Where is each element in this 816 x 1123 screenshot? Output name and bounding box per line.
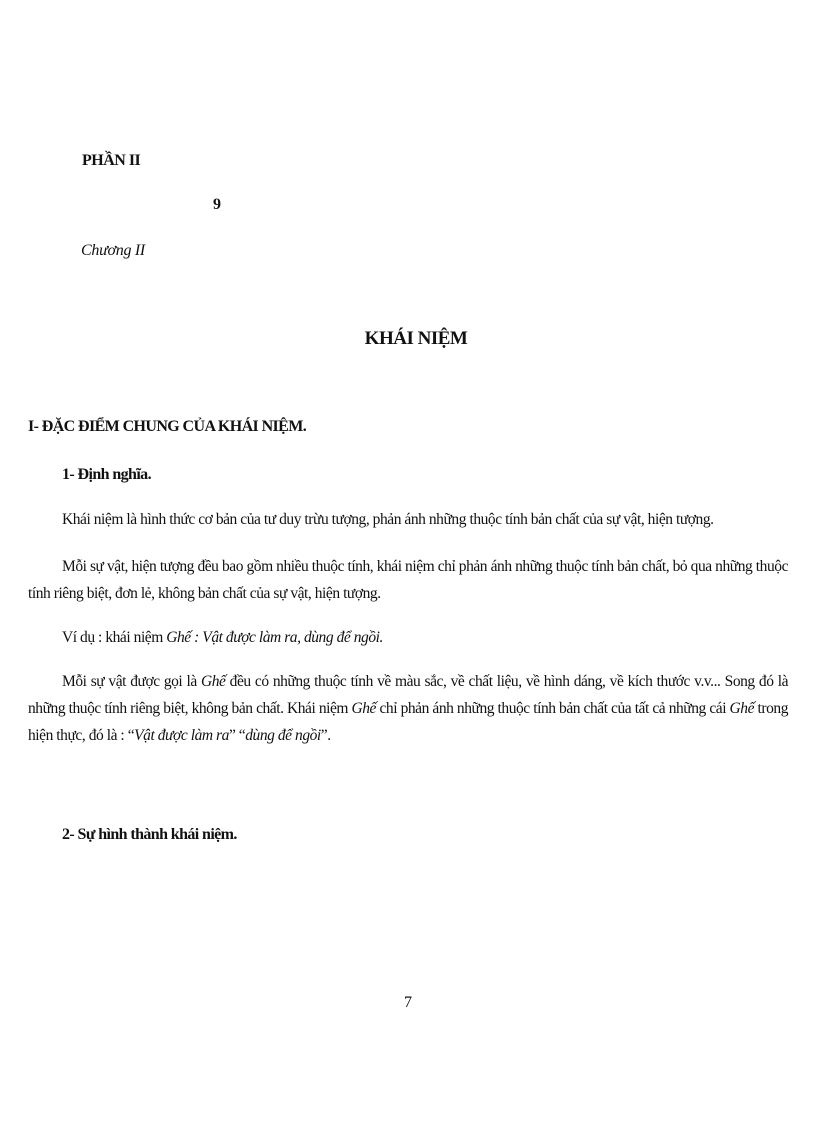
chapter-title	[0, 328, 816, 350]
paragraph-explanation	[28, 668, 788, 749]
text-run: ”.	[320, 727, 331, 744]
text-run-italic: Ghế	[200, 673, 226, 690]
text-run: trong hiện thực, đó là : “	[28, 700, 788, 744]
page-number-text: 7	[404, 994, 412, 1011]
example-prefix: Ví dụ : khái niệm	[62, 629, 167, 646]
page-number	[0, 994, 816, 1012]
example-italic: Ghế : Vật được làm ra, dùng để ngồi.	[166, 629, 383, 646]
text-run: Mỗi sự vật được gọi là	[62, 673, 201, 690]
text-run: đều có những thuộc tính về màu sắc, về chất liệu, về hình dáng, về kích thước v.v... Song đó là những thuộc tính riêng biệt, không bản chất. Khái niệm	[28, 673, 789, 717]
text-run-italic: Ghế	[351, 700, 376, 717]
paragraph-definition: Khái niệm là hình thức cơ bản của tư duy trừu tượng, phản ánh những thuộc tính bản chất của sự vật, hiện tượng.	[62, 511, 714, 528]
chapter-title-text: KHÁI NIỆM	[364, 328, 468, 349]
text-run-italic: Ghế	[729, 700, 755, 717]
paragraph-attributes: Mỗi sự vật, hiện tượng đều bao gồm nhiều thuộc tính, khái niệm chỉ phản ánh những thuộc tính bản chất, bỏ qua những thuộc tính riêng biệt, đơn lẻ, không bản chất của sự vật, hiện tượng.	[28, 558, 788, 602]
text-run: ” “	[228, 727, 246, 744]
text-run-italic: Vật được làm ra	[134, 727, 229, 744]
text-run-italic: dùng để ngồi	[245, 727, 321, 744]
section-heading: I- ĐẶC ĐIỂM CHUNG CỦA KHÁI NIỆM.	[28, 418, 307, 435]
paragraph-example	[28, 624, 788, 651]
chapter-label: Chương II	[81, 242, 145, 259]
part-label: PHẦN II	[82, 152, 141, 169]
subsection-heading-definition: 1- Định nghĩa.	[62, 466, 151, 483]
part-number: 9	[213, 196, 221, 213]
subsection-heading-formation: 2- Sự hình thành khái niệm.	[62, 826, 237, 843]
text-run: chỉ phản ánh những thuộc tính bản chất của tất cả những cái	[376, 700, 730, 717]
